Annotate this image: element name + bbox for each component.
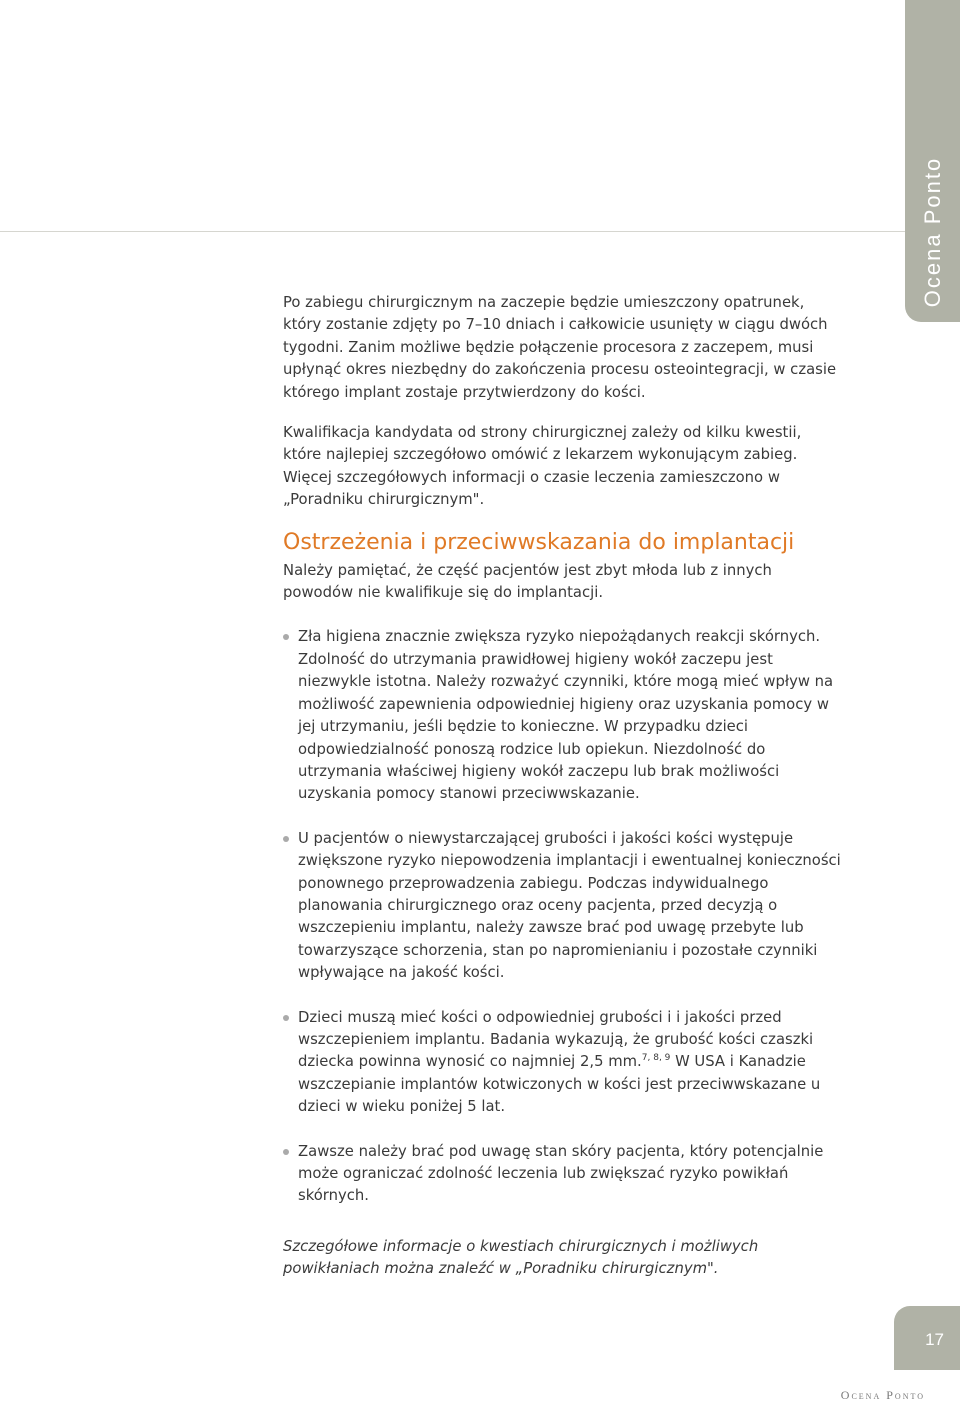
bullet-icon <box>283 1149 289 1155</box>
surgical-guide-note: Szczegółowe informacje o kwestiach chirurgicznych i możliwych powikłaniach można znaleźć w „Poradniku chirurgicznym". <box>283 1237 759 1278</box>
list-item-text: Zła higiena znacznie zwiększa ryzyko niepożądanych reakcji skórnych. Zdolność do utrzymania prawidłowej higieny wokół zaczepu jest niezwykle istotna. Należy rozważyć czynniki, które mogą mieć wpływ na możliwość zapewnienia odpowiedniej higieny oraz uzyskania pomocy w jej utrzymaniu, jeśli będzie to konieczne. W przypadku dzieci odpowiedzialność ponoszą rodzice lub opiekun. Niezdolność do utrzymania właściwej higieny wokół zaczepu lub brak możliwości uzyskania pomocy stanowi przeciwwskazanie. <box>298 628 834 803</box>
header-divider <box>0 231 905 232</box>
list-item <box>283 828 843 985</box>
section-side-tab <box>905 0 960 322</box>
warnings-list <box>283 626 843 1207</box>
list-item <box>283 1141 843 1208</box>
section-lead: Należy pamiętać, że część pacjentów jest zbyt młoda lub z innych powodów nie kwalifikuje się do implantacji. <box>283 561 772 602</box>
list-item <box>283 626 843 805</box>
list-item-text: Dzieci muszą mieć kości o odpowiedniej grubości i i jakości przed wszczepieniem implantu. Badania wykazują, że grubość kości czaszki dziecka powinna wynosić co najmniej 2,5 mm.$^{7, 8, 9}$ W USA i Kanadzie wszczepianie implantów kotwiczonych w kości jest przeciwwskazane u dzieci w wieku poniżej 5 lat. <box>298 1008 821 1116</box>
footer-brand: Ocena Ponto <box>840 1388 925 1402</box>
page-number-tab <box>894 1306 960 1370</box>
intro-paragraph-1: Po zabiegu chirurgicznym na zaczepie będzie umieszczony opatrunek, który zostanie zdjęty po 7–10 dniach i całkowicie usunięty w ciągu dwóch tygodni. Zanim możliwe będzie połączenie procesora z zaczepem, musi upłynąć okres niezbędny do zakończenia procesu osteointegracji, w czasie którego implant zostaje przytwierdzony do kości. <box>283 294 837 401</box>
citation-refs: 7, 8, 9 <box>641 1053 671 1064</box>
page-number: 17 <box>925 1330 944 1349</box>
bullet-icon <box>283 1015 289 1021</box>
bullet-icon <box>283 634 289 640</box>
main-content <box>283 292 843 1281</box>
list-item <box>283 1007 843 1119</box>
bullet-icon <box>283 836 289 842</box>
intro-paragraph-2: Kwalifikacja kandydata od strony chirurgicznej zależy od kilku kwestii, które najlepiej szczegółowo omówić z lekarzem wykonującym zabieg. Więcej szczegółowych informacji o czasie leczenia zamieszczono w „Poradniku chirurgicznym". <box>283 424 802 509</box>
section-heading: Ostrzeżenia i przeciwwskazania do implantacji <box>283 529 795 555</box>
list-item-text: Zawsze należy brać pod uwagę stan skóry pacjenta, który potencjalnie może ograniczać zdolność leczenia lub zwiększać ryzyko powikłań skórnych. <box>298 1142 824 1205</box>
side-tab-label: Ocena Ponto <box>919 156 945 308</box>
list-item-text: U pacjentów o niewystarczającej grubości i jakości kości występuje zwiększone ryzyko niepowodzenia implantacji i ewentualnej konieczności ponownego przeprowadzenia zabiegu. Podczas indywidualnego planowania chirurgicznego oraz oceny pacjenta, przed decyzją o wszczepieniu implantu, należy zawsze brać pod uwagę przebyte lub towarzyszące schorzenia, stan po napromienianiu i pozostałe czynniki wpływające na jakość kości. <box>298 829 841 982</box>
